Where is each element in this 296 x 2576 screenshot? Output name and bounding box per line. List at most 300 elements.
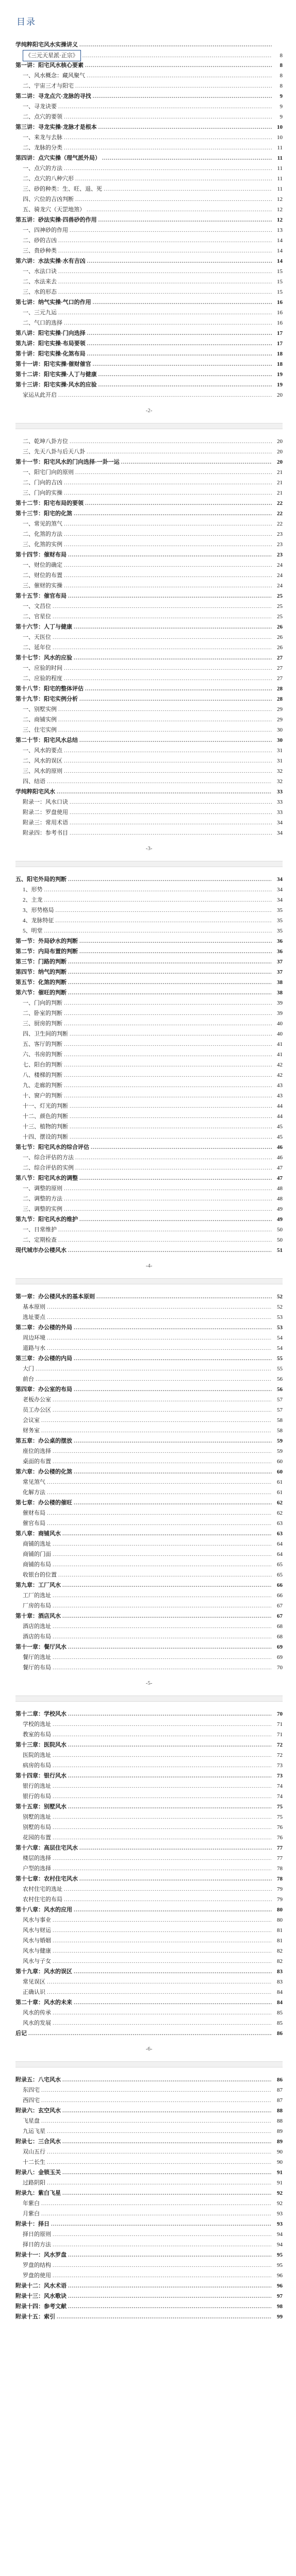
toc-entry[interactable] bbox=[15, 519, 283, 529]
toc-entry[interactable] bbox=[15, 539, 283, 550]
toc-entry[interactable] bbox=[15, 1621, 283, 1632]
toc-entry[interactable] bbox=[15, 642, 283, 653]
toc-leader-dots bbox=[47, 2126, 272, 2137]
toc-entry[interactable] bbox=[15, 1863, 283, 1874]
toc-entry[interactable] bbox=[15, 663, 283, 673]
toc-entry[interactable] bbox=[15, 2240, 283, 2250]
toc-entry-page: 9 bbox=[279, 104, 283, 110]
toc-entry-title: 第八节：阳宅风水的调整 bbox=[15, 1175, 78, 1181]
toc-entry[interactable] bbox=[15, 756, 283, 766]
toc-entry[interactable] bbox=[15, 1436, 283, 1446]
toc-entry[interactable] bbox=[15, 1730, 283, 1740]
toc-entry[interactable] bbox=[15, 1153, 283, 1163]
toc-entry-page: 22 bbox=[277, 511, 283, 517]
toc-entry[interactable] bbox=[15, 2008, 283, 2018]
toc-entry-title: 附录四：参考书目 bbox=[23, 830, 68, 836]
toc-leader-dots bbox=[62, 2075, 272, 2085]
toc-entry-page: 94 bbox=[277, 2242, 283, 2248]
toc-entry-title: 风水与财运 bbox=[23, 1927, 51, 1934]
toc-entry[interactable] bbox=[15, 328, 283, 338]
toc-entry[interactable] bbox=[15, 2312, 283, 2322]
toc-entry[interactable] bbox=[15, 550, 283, 560]
toc-entry[interactable] bbox=[15, 60, 283, 71]
toc-entry[interactable] bbox=[15, 1029, 283, 1039]
toc-entry[interactable] bbox=[15, 235, 283, 246]
toc-entry-title: 基本原则 bbox=[23, 1304, 45, 1310]
toc-entry[interactable] bbox=[15, 81, 283, 91]
toc-entry[interactable] bbox=[15, 436, 283, 447]
toc-entry[interactable] bbox=[15, 1101, 283, 1111]
toc-entry[interactable] bbox=[15, 349, 283, 359]
toc-entry[interactable] bbox=[15, 1967, 283, 1977]
toc-entry[interactable] bbox=[15, 946, 283, 957]
toc-entry[interactable] bbox=[15, 776, 283, 787]
toc-entry[interactable] bbox=[15, 478, 283, 488]
toc-leader-dots bbox=[64, 112, 272, 122]
toc-entry[interactable] bbox=[15, 1791, 283, 1802]
toc-entry[interactable] bbox=[15, 318, 283, 328]
toc-entry[interactable] bbox=[15, 885, 283, 895]
toc-entry[interactable] bbox=[15, 2270, 283, 2281]
toc-entry[interactable] bbox=[15, 704, 283, 715]
toc-entry-page: 29 bbox=[277, 717, 283, 723]
toc-entry[interactable] bbox=[15, 2260, 283, 2270]
toc-entry[interactable] bbox=[15, 529, 283, 539]
toc-entry-title: 月紫白 bbox=[23, 2211, 40, 2217]
toc-entry[interactable] bbox=[15, 1843, 283, 1853]
toc-entry[interactable] bbox=[15, 174, 283, 184]
toc-entry[interactable] bbox=[15, 2167, 283, 2178]
toc-entry[interactable] bbox=[15, 622, 283, 632]
toc-leader-dots bbox=[70, 797, 272, 807]
toc-leader-dots bbox=[79, 1874, 272, 1884]
toc-entry-page: 58 bbox=[277, 1428, 283, 1434]
toc-entry[interactable] bbox=[15, 71, 283, 81]
toc-entry[interactable] bbox=[15, 1091, 283, 1101]
toc-entry-title: 常见煞气 bbox=[23, 1479, 45, 1485]
toc-entry[interactable] bbox=[15, 936, 283, 946]
toc-leader-dots bbox=[62, 1611, 272, 1621]
toc-entry[interactable] bbox=[15, 390, 283, 400]
toc-entry[interactable] bbox=[15, 2137, 283, 2147]
toc-entry[interactable] bbox=[15, 1353, 283, 1364]
toc-entry[interactable] bbox=[15, 1709, 283, 1719]
toc-entry[interactable] bbox=[15, 1142, 283, 1153]
toc-entry[interactable] bbox=[15, 132, 283, 143]
toc-entry[interactable] bbox=[15, 225, 283, 235]
toc-entry[interactable] bbox=[15, 2106, 283, 2116]
toc-entry-page: 50 bbox=[277, 1227, 283, 1233]
toc-entry[interactable] bbox=[15, 1719, 283, 1730]
toc-entry[interactable] bbox=[15, 1323, 283, 1333]
toc-entry[interactable] bbox=[15, 101, 283, 112]
toc-entry[interactable] bbox=[15, 1039, 283, 1049]
toc-entry-page: 35 bbox=[277, 928, 283, 934]
toc-entry[interactable] bbox=[15, 1590, 283, 1601]
toc-entry[interactable] bbox=[15, 380, 283, 390]
toc-entry[interactable] bbox=[15, 308, 283, 318]
toc-entry-title: 一、财位的确定 bbox=[23, 562, 62, 568]
toc-entry[interactable] bbox=[15, 895, 283, 905]
toc-entry-title: 第七章：办公楼的催旺 bbox=[15, 1500, 72, 1506]
toc-entry[interactable] bbox=[15, 2085, 283, 2095]
toc-entry[interactable] bbox=[15, 1225, 283, 1235]
toc-entry-title: 第七讲：纳气实操·气口的作用 bbox=[15, 299, 91, 306]
toc-entry-page: 74 bbox=[277, 1793, 283, 1800]
toc-entry-title: 七、阳台的判断 bbox=[23, 1062, 62, 1068]
toc-entry-title: 附录十一：风水罗盘 bbox=[15, 2252, 67, 2258]
toc-entry[interactable] bbox=[15, 2018, 283, 2028]
toc-entry[interactable] bbox=[15, 2229, 283, 2240]
toc-entry-title: 二、卧室的判断 bbox=[23, 1010, 62, 1016]
toc-entry-title: 附录二：罗盘使用 bbox=[23, 809, 68, 816]
toc-entry-title: 花园的布置 bbox=[23, 1835, 51, 1841]
toc-entry[interactable] bbox=[15, 2188, 283, 2198]
toc-leader-dots bbox=[64, 766, 272, 776]
toc-leader-dots bbox=[41, 2095, 272, 2106]
toc-entry[interactable] bbox=[15, 1173, 283, 1183]
toc-entry-title: 第二章：办公楼的外局 bbox=[15, 1325, 72, 1331]
toc-entry[interactable] bbox=[15, 1601, 283, 1611]
toc-entry[interactable] bbox=[15, 256, 283, 266]
toc-entry[interactable] bbox=[15, 725, 283, 735]
toc-entry[interactable] bbox=[15, 1132, 283, 1142]
toc-entry[interactable] bbox=[15, 1395, 283, 1405]
toc-entry[interactable] bbox=[15, 1812, 283, 1822]
toc-entry[interactable] bbox=[15, 2178, 283, 2188]
toc-entry[interactable] bbox=[15, 215, 283, 225]
toc-leader-dots bbox=[53, 601, 272, 612]
toc-entry[interactable] bbox=[15, 560, 283, 570]
toc-entry[interactable] bbox=[15, 1925, 283, 1936]
toc-leader-dots bbox=[68, 977, 272, 988]
toc-entry[interactable] bbox=[15, 1580, 283, 1590]
toc-entry-page: 64 bbox=[277, 1541, 283, 1547]
toc-entry[interactable] bbox=[15, 498, 283, 509]
toc-entry[interactable] bbox=[15, 1080, 283, 1091]
toc-entry[interactable] bbox=[15, 1204, 283, 1214]
toc-entry[interactable] bbox=[15, 1977, 283, 1987]
toc-entry[interactable] bbox=[15, 1740, 283, 1750]
toc-entry[interactable] bbox=[15, 745, 283, 756]
toc-entry-title: 别墅的选址 bbox=[23, 1814, 51, 1820]
toc-entry[interactable] bbox=[15, 1771, 283, 1781]
toc-entry[interactable] bbox=[15, 1781, 283, 1791]
toc-leader-dots bbox=[53, 2229, 272, 2240]
toc-entry-title: 第十六节：人丁与健康 bbox=[15, 624, 72, 630]
toc-entry[interactable] bbox=[15, 1183, 283, 1194]
toc-entry[interactable] bbox=[15, 1292, 283, 1302]
toc-entry-page: 53 bbox=[277, 1314, 283, 1320]
toc-leader-dots bbox=[87, 349, 272, 359]
toc-entry[interactable] bbox=[15, 2126, 283, 2137]
toc-leader-dots bbox=[79, 946, 272, 957]
toc-entry[interactable] bbox=[15, 50, 283, 60]
toc-entry[interactable] bbox=[15, 591, 283, 601]
toc-entry[interactable] bbox=[15, 1760, 283, 1771]
toc-entry[interactable] bbox=[15, 1822, 283, 1833]
toc-entry[interactable] bbox=[15, 1802, 283, 1812]
toc-leader-dots bbox=[74, 1997, 272, 2008]
toc-entry[interactable] bbox=[15, 612, 283, 622]
toc-entry[interactable] bbox=[15, 1163, 283, 1173]
toc-entry-title: 一、三元九运 bbox=[23, 310, 57, 316]
toc-entry[interactable] bbox=[15, 1374, 283, 1384]
toc-entry[interactable] bbox=[15, 1333, 283, 1343]
toc-entry[interactable] bbox=[15, 1611, 283, 1621]
toc-entry[interactable] bbox=[15, 122, 283, 132]
toc-entry[interactable] bbox=[15, 2250, 283, 2260]
toc-entry-title: 二、应验的程度 bbox=[23, 675, 62, 682]
toc-entry[interactable] bbox=[15, 1194, 283, 1204]
toc-entry-title: 附录一：风水口诀 bbox=[23, 799, 68, 805]
toc-entry[interactable] bbox=[15, 2301, 283, 2312]
toc-entry-page: 19 bbox=[277, 382, 283, 388]
toc-entry[interactable] bbox=[15, 277, 283, 287]
toc-entry[interactable] bbox=[15, 653, 283, 663]
page-separator bbox=[15, 861, 283, 867]
toc-entry[interactable] bbox=[15, 1415, 283, 1426]
toc-entry[interactable] bbox=[15, 1997, 283, 2008]
toc-leader-dots bbox=[64, 1049, 272, 1060]
toc-entry[interactable] bbox=[15, 581, 283, 591]
toc-entry[interactable] bbox=[15, 766, 283, 776]
toc-entry[interactable] bbox=[15, 338, 283, 349]
toc-entry[interactable] bbox=[15, 1384, 283, 1395]
toc-entry[interactable] bbox=[15, 1874, 283, 1884]
toc-entry[interactable] bbox=[15, 735, 283, 745]
toc-entry[interactable] bbox=[15, 1750, 283, 1760]
toc-entry[interactable] bbox=[15, 359, 283, 369]
toc-entry-page: 78 bbox=[277, 1876, 283, 1882]
toc-leader-dots bbox=[53, 1781, 272, 1791]
toc-entry[interactable] bbox=[15, 1956, 283, 1967]
toc-entry-title: 员工办公区 bbox=[23, 1407, 51, 1413]
toc-entry[interactable] bbox=[15, 694, 283, 704]
toc-entry[interactable] bbox=[15, 2291, 283, 2301]
toc-leader-dots bbox=[53, 1446, 272, 1456]
toc-entry[interactable] bbox=[15, 488, 283, 498]
toc-entry[interactable] bbox=[15, 447, 283, 457]
toc-entry[interactable] bbox=[15, 874, 283, 885]
toc-entry[interactable] bbox=[15, 287, 283, 297]
toc-entry[interactable] bbox=[15, 1111, 283, 1122]
toc-entry[interactable] bbox=[15, 1405, 283, 1415]
toc-entry[interactable] bbox=[15, 266, 283, 277]
toc-entry[interactable] bbox=[15, 1245, 283, 1256]
toc-entry[interactable] bbox=[15, 1508, 283, 1518]
toc-entry[interactable] bbox=[15, 1214, 283, 1225]
toc-entry[interactable] bbox=[15, 194, 283, 205]
page-number: -3- bbox=[145, 845, 153, 852]
toc-entry-page: 31 bbox=[277, 758, 283, 764]
toc-entry[interactable] bbox=[15, 988, 283, 998]
toc-entry[interactable] bbox=[15, 1833, 283, 1843]
toc-entry[interactable] bbox=[15, 1477, 283, 1487]
toc-entry[interactable] bbox=[15, 2116, 283, 2126]
toc-entry-title: 酒店的选址 bbox=[23, 1623, 51, 1630]
toc-entry-title: 第九章：工厂风水 bbox=[15, 1582, 61, 1588]
toc-entry[interactable] bbox=[15, 153, 283, 163]
toc-entry[interactable] bbox=[15, 143, 283, 153]
toc-entry[interactable] bbox=[15, 632, 283, 642]
toc-entry[interactable] bbox=[15, 1652, 283, 1663]
toc-leader-dots bbox=[64, 673, 272, 684]
toc-entry[interactable] bbox=[15, 967, 283, 977]
toc-entry[interactable] bbox=[15, 369, 283, 380]
toc-entry-page: 16 bbox=[277, 299, 283, 306]
toc-entry[interactable] bbox=[15, 998, 283, 1008]
toc-entry[interactable] bbox=[15, 2209, 283, 2219]
toc-entry[interactable] bbox=[15, 1019, 283, 1029]
toc-entry[interactable] bbox=[15, 1426, 283, 1436]
toc-entry[interactable] bbox=[15, 1632, 283, 1642]
toc-entry-title: 三、风水的原则 bbox=[23, 768, 62, 774]
toc-entry-page: 72 bbox=[277, 1742, 283, 1748]
toc-entry[interactable] bbox=[15, 828, 283, 838]
toc-entry-page: 66 bbox=[277, 1582, 283, 1588]
toc-entry[interactable] bbox=[15, 2028, 283, 2039]
toc-entry-title: 一、文昌位 bbox=[23, 603, 51, 609]
toc-entry[interactable] bbox=[15, 1487, 283, 1498]
toc-leader-dots bbox=[79, 936, 272, 946]
toc-entry-title: 2、主龙 bbox=[23, 897, 43, 903]
toc-entry[interactable] bbox=[15, 570, 283, 581]
toc-entry-page: 52 bbox=[277, 1294, 283, 1300]
toc-entry[interactable] bbox=[15, 297, 283, 308]
toc-entry[interactable] bbox=[15, 2198, 283, 2209]
toc-leader-dots bbox=[53, 1456, 272, 1467]
toc-entry[interactable] bbox=[15, 1235, 283, 1245]
toc-entry[interactable] bbox=[15, 1560, 283, 1570]
toc-entry[interactable] bbox=[15, 1467, 283, 1477]
toc-entry[interactable] bbox=[15, 1915, 283, 1925]
toc-entry[interactable] bbox=[15, 184, 283, 194]
toc-entry-title: 附录十二：风水术语 bbox=[15, 2283, 67, 2289]
toc-entry[interactable] bbox=[15, 1456, 283, 1467]
toc-entry[interactable] bbox=[15, 40, 283, 50]
toc-entry[interactable] bbox=[15, 1946, 283, 1956]
toc-leader-dots bbox=[62, 1529, 272, 1539]
toc-entry-page: 67 bbox=[277, 1603, 283, 1609]
toc-entry[interactable] bbox=[15, 2095, 283, 2106]
toc-entry[interactable] bbox=[15, 1884, 283, 1894]
toc-leader-dots bbox=[68, 591, 272, 601]
toc-entry-title: 第九节：阳宅风水的维护 bbox=[15, 1216, 78, 1223]
toc-entry-page: 22 bbox=[277, 500, 283, 506]
toc-entry[interactable] bbox=[15, 715, 283, 725]
toc-entry[interactable] bbox=[15, 1049, 283, 1060]
toc-entry-page: 91 bbox=[277, 2170, 283, 2176]
toc-entry[interactable] bbox=[15, 163, 283, 174]
toc-entry-page: 9 bbox=[279, 114, 283, 120]
toc-entry[interactable] bbox=[15, 1936, 283, 1946]
toc-entry[interactable] bbox=[15, 1529, 283, 1539]
toc-entry-title: 第十七节：风水的应验 bbox=[15, 655, 72, 661]
toc-entry[interactable] bbox=[15, 957, 283, 967]
toc-entry[interactable] bbox=[15, 112, 283, 122]
toc-entry[interactable] bbox=[15, 1663, 283, 1673]
toc-leader-dots bbox=[98, 122, 272, 132]
toc-leader-dots bbox=[58, 266, 272, 277]
toc-entry-page: 93 bbox=[277, 2211, 283, 2217]
toc-entry[interactable] bbox=[15, 2075, 283, 2085]
toc-entry[interactable] bbox=[15, 1302, 283, 1312]
toc-entry-page: 10 bbox=[277, 124, 283, 130]
toc-entry[interactable] bbox=[15, 601, 283, 612]
toc-entry[interactable] bbox=[15, 1008, 283, 1019]
toc-entry[interactable] bbox=[15, 1905, 283, 1915]
toc-entry-page: 27 bbox=[277, 665, 283, 671]
toc-entry[interactable] bbox=[15, 684, 283, 694]
toc-leader-dots bbox=[47, 1487, 272, 1498]
toc-entry[interactable] bbox=[15, 1122, 283, 1132]
toc-entry[interactable] bbox=[15, 1343, 283, 1353]
toc-entry[interactable] bbox=[15, 926, 283, 936]
toc-entry[interactable] bbox=[15, 1070, 283, 1080]
toc-entry[interactable] bbox=[15, 509, 283, 519]
toc-leader-dots bbox=[53, 1663, 272, 1673]
toc-entry[interactable] bbox=[15, 1060, 283, 1070]
toc-entry[interactable] bbox=[15, 1518, 283, 1529]
toc-leader-dots bbox=[53, 1863, 272, 1874]
toc-entry[interactable] bbox=[15, 205, 283, 215]
toc-entry[interactable] bbox=[15, 1446, 283, 1456]
toc-entry[interactable] bbox=[15, 457, 283, 467]
toc-entry[interactable] bbox=[15, 1364, 283, 1374]
toc-entry[interactable] bbox=[15, 1549, 283, 1560]
toc-entry[interactable] bbox=[15, 2157, 283, 2167]
toc-entry-page: 82 bbox=[277, 1958, 283, 1964]
toc-entry[interactable] bbox=[15, 1312, 283, 1323]
toc-entry[interactable] bbox=[15, 905, 283, 916]
toc-entry[interactable] bbox=[15, 787, 283, 797]
toc-entry[interactable] bbox=[15, 977, 283, 988]
toc-entry[interactable] bbox=[15, 1539, 283, 1549]
toc-leader-dots bbox=[64, 519, 272, 529]
toc-entry[interactable] bbox=[15, 1570, 283, 1580]
toc-entry-page: 88 bbox=[277, 2118, 283, 2124]
toc-leader-dots bbox=[74, 622, 272, 632]
toc-entry[interactable] bbox=[15, 797, 283, 807]
toc-entry[interactable] bbox=[15, 467, 283, 478]
toc-entry[interactable] bbox=[15, 2219, 283, 2229]
toc-section bbox=[15, 1292, 283, 1673]
toc-leader-dots bbox=[93, 359, 272, 369]
toc-entry[interactable] bbox=[15, 91, 283, 101]
toc-entry[interactable] bbox=[15, 673, 283, 684]
toc-leader-dots bbox=[64, 570, 272, 581]
toc-entry[interactable] bbox=[15, 2147, 283, 2157]
toc-leader-dots bbox=[53, 1956, 272, 1967]
toc-entry[interactable] bbox=[15, 2281, 283, 2291]
toc-entry[interactable] bbox=[15, 807, 283, 818]
toc-entry[interactable] bbox=[15, 1853, 283, 1863]
toc-entry-title: 正确认识 bbox=[23, 1989, 45, 1995]
toc-entry[interactable] bbox=[15, 1987, 283, 1997]
page-number: -4- bbox=[145, 1263, 153, 1269]
toc-entry[interactable] bbox=[15, 1894, 283, 1905]
toc-entry-title: 一、日常维护 bbox=[23, 1227, 57, 1233]
toc-entry-page: 34 bbox=[277, 887, 283, 893]
toc-entry[interactable] bbox=[15, 246, 283, 256]
toc-entry[interactable] bbox=[15, 1642, 283, 1652]
toc-entry[interactable] bbox=[15, 916, 283, 926]
toc-leader-dots bbox=[41, 2085, 272, 2095]
toc-leader-dots bbox=[47, 2178, 272, 2188]
toc-entry[interactable] bbox=[15, 1498, 283, 1508]
toc-entry[interactable] bbox=[15, 818, 283, 828]
